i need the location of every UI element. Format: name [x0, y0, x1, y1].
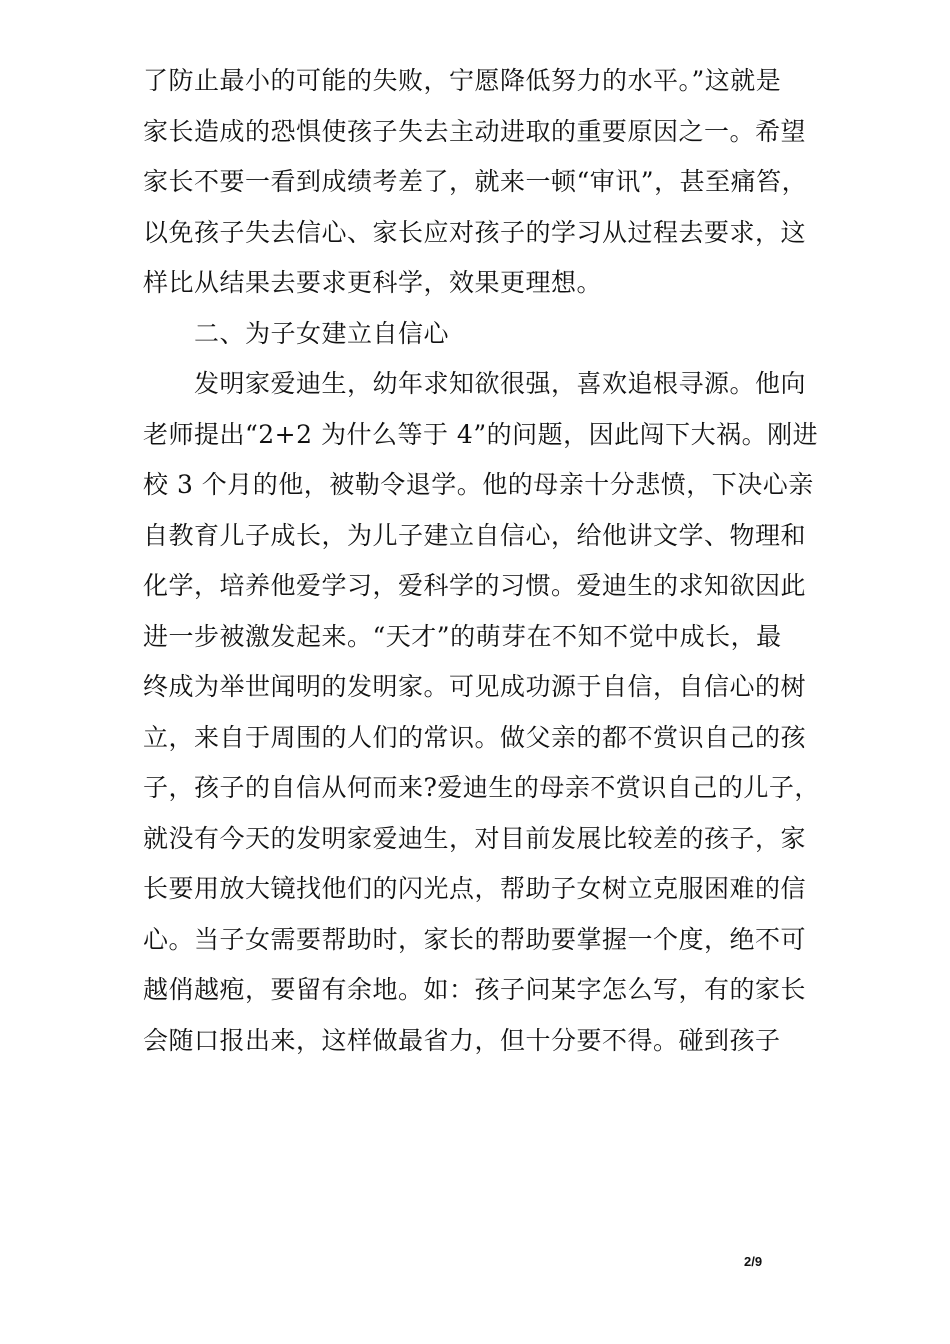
text-line: 化学，培养他爱学习，爱科学的习惯。爱迪生的求知欲因此: [143, 571, 807, 600]
page-number: 2/9: [744, 1254, 763, 1269]
text-line: 自教育儿子成长，为儿子建立自信心，给他讲文学、物理和: [143, 520, 807, 550]
text-line: 就没有今天的发明家爱迪生，对目前发展比较差的孩子，家: [143, 823, 807, 853]
text-line: 进一步被激发起来。“天才”的萌芽在不知不觉中成长，最: [143, 621, 782, 651]
text-line: 子，孩子的自信从何而来?爱迪生的母亲不赏识自己的儿子，: [143, 773, 820, 802]
text-line: 会随口报出来，这样做最省力，但十分要不得。碰到孩子: [143, 1025, 781, 1055]
section-heading: 二、为子女建立自信心: [143, 318, 450, 348]
text-line: 越俏越疱，要留有余地。如：孩子问某字怎么写，有的家长: [143, 975, 807, 1004]
text-line: 老师提出“2+2 为什么等于 4”的问题，因此闯下大祸。刚进: [143, 419, 819, 449]
text-line: 立，来自于周围的人们的常识。做父亲的都不赏识自己的孩: [143, 722, 807, 752]
text-line: 发明家爱迪生，幼年求知欲很强，喜欢追根寻源。他向: [143, 369, 807, 398]
text-line: 校 3 个月的他，被勒令退学。他的母亲十分悲愤，下决心亲: [143, 470, 814, 499]
text-line: 终成为举世闻明的发明家。可见成功源于自信，自信心的树: [143, 672, 807, 701]
text-line: 了防止最小的可能的失败，宁愿降低努力的水平。”这就是: [143, 66, 782, 95]
text-line: 家长造成的恐惧使孩子失去主动进取的重要原因之一。希望: [143, 116, 807, 146]
text-line: 家长不要一看到成绩考差了，就来一顿“审讯”，甚至痛笞，: [143, 167, 808, 196]
text-line: 样比从结果去要求更科学，效果更理想。: [143, 268, 603, 297]
text-line: 以免孩子失去信心、家长应对孩子的学习从过程去要求，这: [143, 217, 807, 247]
text-line: 心。当子女需要帮助时，家长的帮助要掌握一个度，绝不可: [143, 924, 807, 954]
text-line: 长要用放大镜找他们的闪光点，帮助子女树立克服困难的信: [143, 874, 807, 903]
body-text: [143, 56, 843, 1066]
